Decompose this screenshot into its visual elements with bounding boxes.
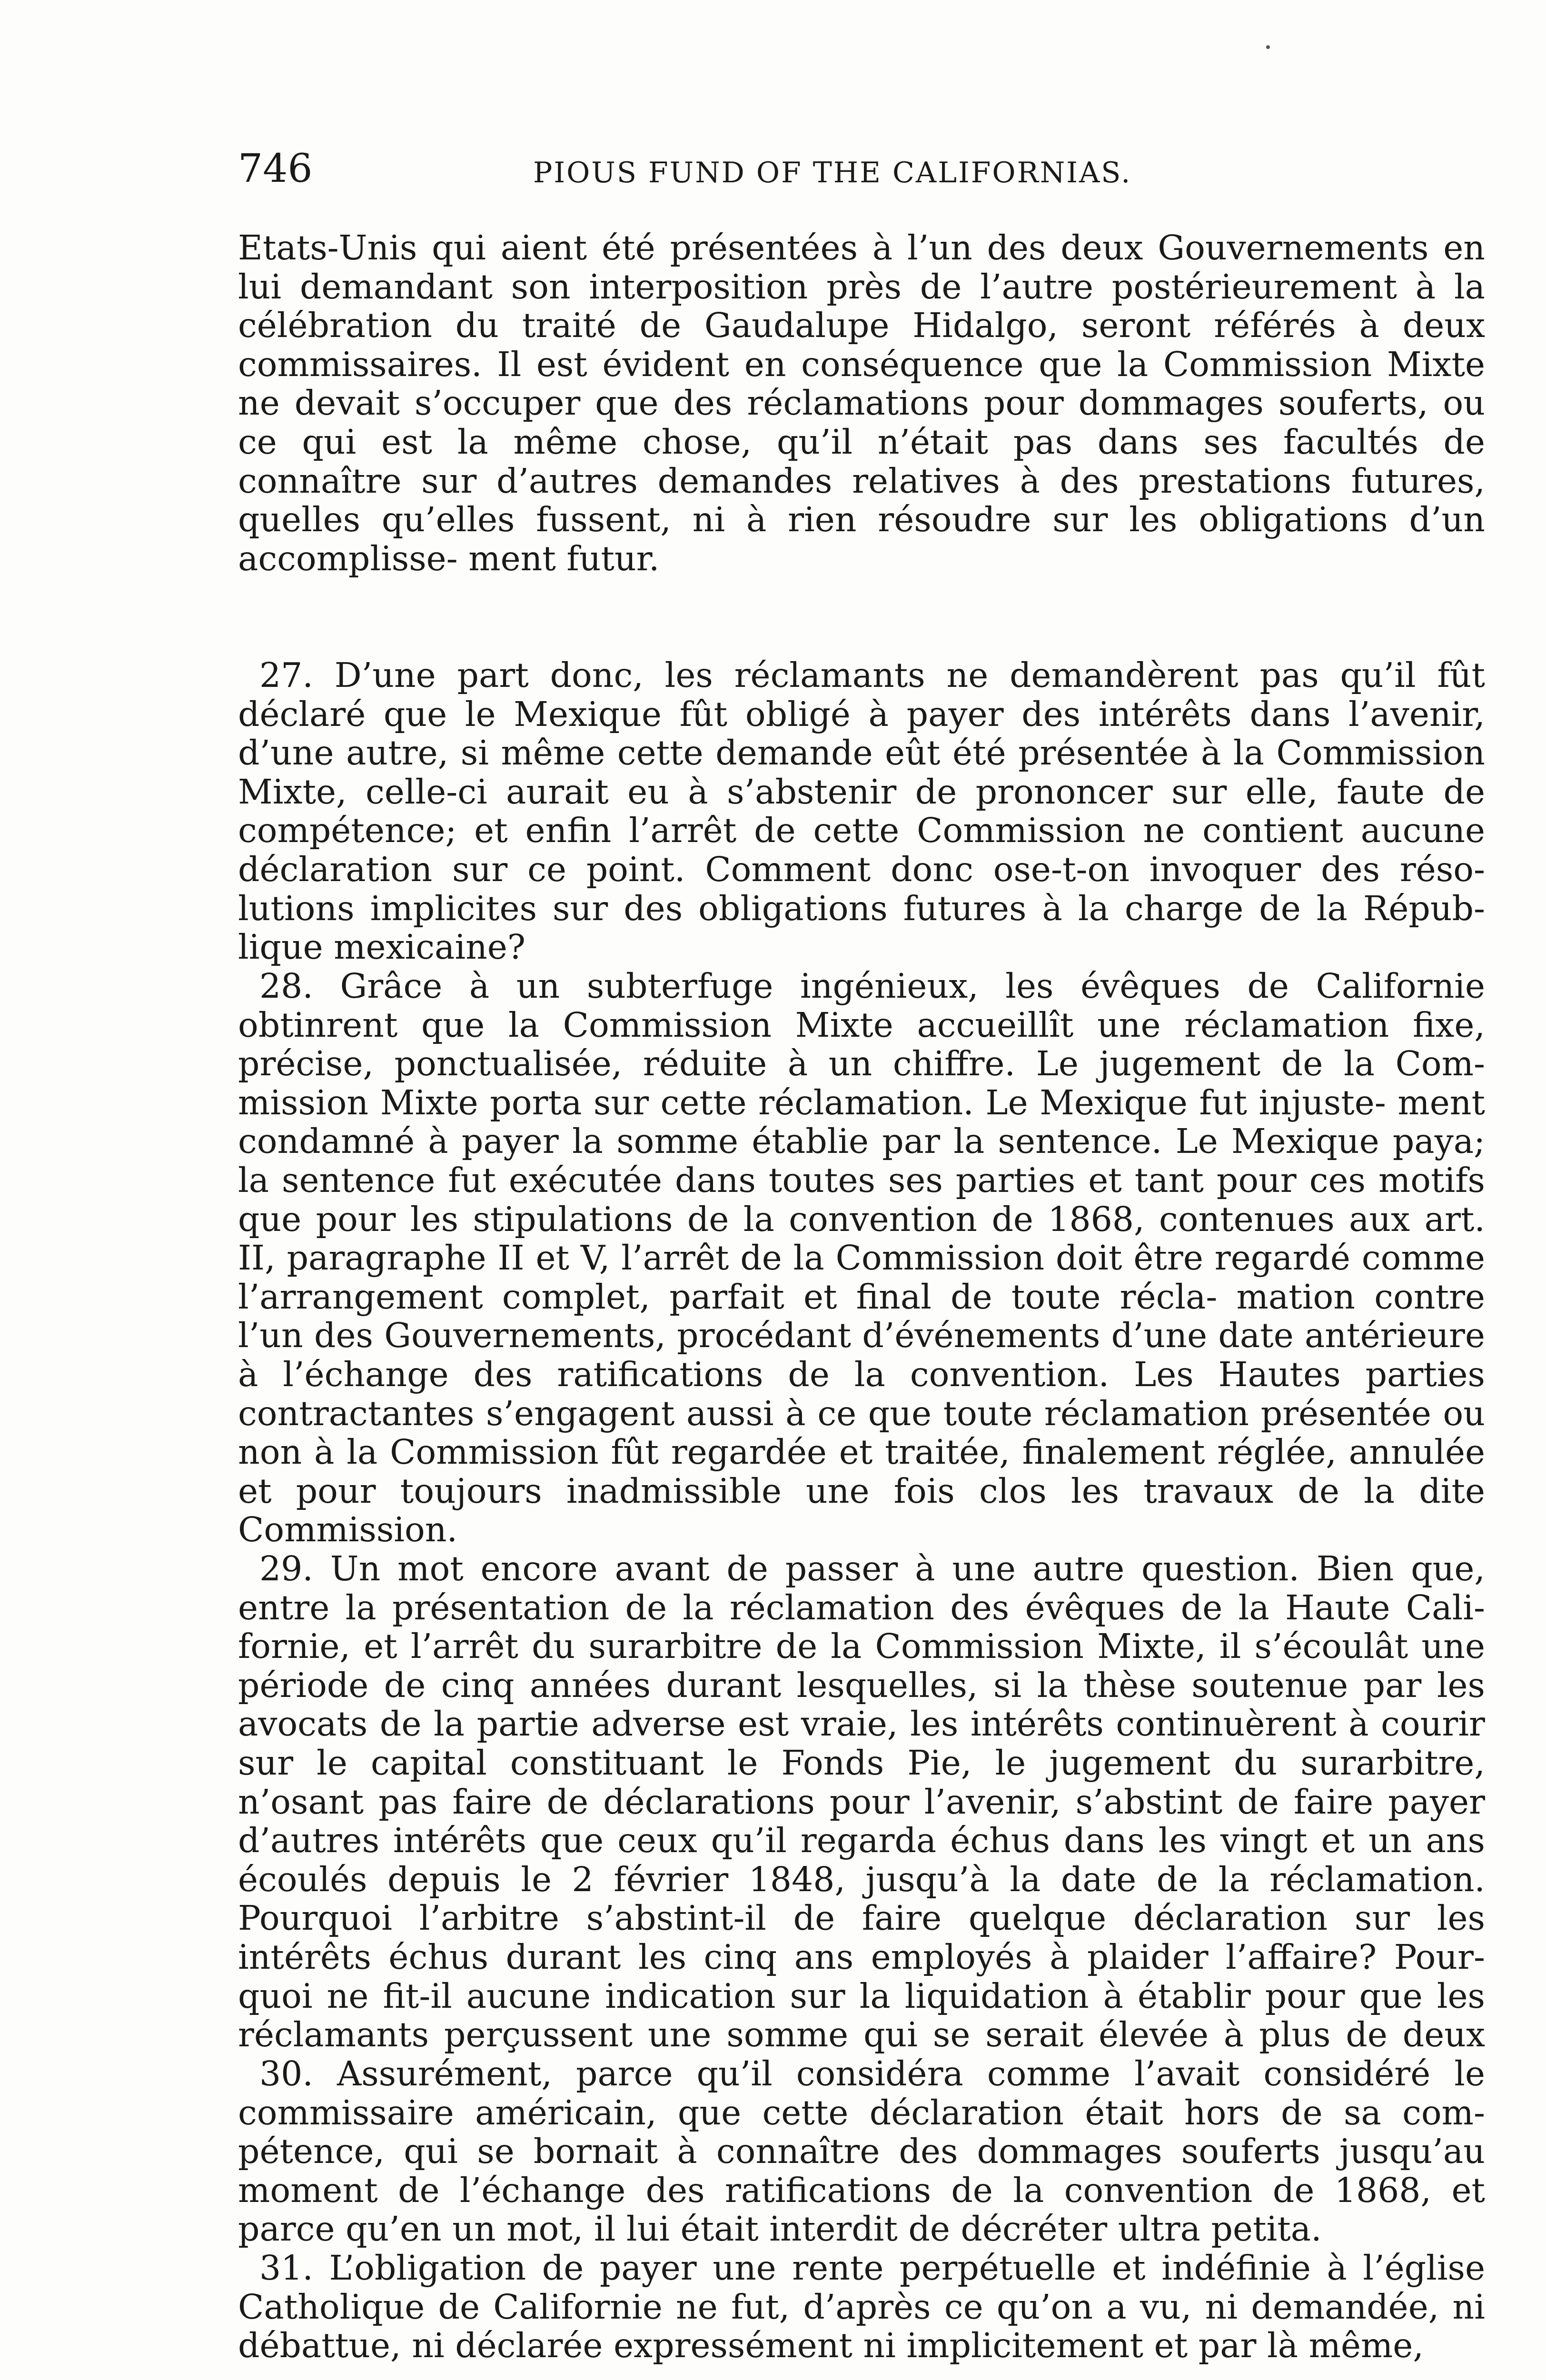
running-title: PIOUS FUND OF THE CALIFORNIAS.: [533, 156, 1132, 189]
paragraph-28: 28. Grâce à un subterfuge ingénieux, les évêques de Californie obtinrent que la Commission Mixte accueillît une réclamation fixe, précise, ponctualisée, réduite à un chiffre. Le jugement de la Com- mission Mixte porta sur cette réclamation. Le Mexique fut injuste- ment condamné à payer la somme établie par la sentence. Le Mexique paya; la sentence fut exécutée dans toutes ses parties et tant pour ces motifs que pour les stipulations de la convention de 1868, contenues aux art. II, paragraphe II et V, l’arrêt de la Commission doit être regardé comme l’arrangement complet, parfait et final de toute récla- mation contre l’un des Gouvernements, procédant d’événements d’une date antérieure à l’échange des ratifications de la convention. Les Hautes parties contractantes s’engagent aussi à ce que toute réclamation présentée ou non à la Commission fût regardée et traitée, finalement réglée, annulée et pour toujours inadmissible une fois clos les travaux de la dite Commission.: [238, 967, 1485, 1549]
paragraph-30: 30. Assurément, parce qu’il considéra comme l’avait considéré le commissaire américain, que cette déclaration était hors de sa com- pétence, qui se bornait à connaître des dommages souferts jusqu’au moment de l’échange des ratifications de la convention de 1868, et parce qu’en un mot, il lui était interdit de décréter ultra petita.: [238, 2054, 1485, 2249]
paragraph-29: 29. Un mot encore avant de passer à une autre question. Bien que, entre la présentation de la réclamation des évêques de la Haute Cali- fornie, et l’arrêt du surarbitre de la Commission Mixte, il s’écoulât une période de cinq années durant lesquelles, si la thèse soutenue par les avocats de la partie adverse est vraie, les intérêts continuèrent à courir sur le capital constituant le Fonds Pie, le jugement du surarbitre, n’osant pas faire de déclarations pour l’avenir, s’abstint de faire payer d’autres intérêts que ceux qu’il regarda échus dans les vingt et un ans écoulés depuis le 2 février 1848, jusqu’à la date de la réclamation. Pourquoi l’arbitre s’abstint-il de faire quelque déclaration sur les intérêts échus durant les cinq ans employés à plaider l’affaire? Pour- quoi ne fit-il aucune indication sur la liquidation à établir pour que les réclamants perçussent une somme qui se serait élevée à plus de deux: [238, 1549, 1485, 2054]
paragraph-continuation: Etats-Unis qui aient été présentées à l’un des deux Gouvernements en lui demandant son interposition près de l’autre postérieurement à la célébration du traité de Gaudalupe Hidalgo, seront référés à deux commissaires. Il est évident en conséquence que la Commission Mixte ne devait s’occuper que des réclamations pour dommages souferts, ou ce qui est la même chose, qu’il n’était pas dans ses facultés de connaître sur d’autres demandes relatives à des prestations futures, quelles qu’elles fussent, ni à rien résoudre sur les obligations d’un accomplisse- ment futur.: [238, 228, 1485, 578]
paragraph-27: 27. D’une part donc, les réclamants ne demandèrent pas qu’il fût déclaré que le Mexique fût obligé à payer des intérêts dans l’avenir, d’une autre, si même cette demande eût été présentée à la Commission Mixte, celle-ci aurait eu à s’abstenir de prononcer sur elle, faute de compétence; et enfin l’arrêt de cette Commission ne contient aucune déclaration sur ce point. Comment donc ose-t-on invoquer des réso- lutions implicites sur des obligations futures à la charge de la Répub- lique mexicaine?: [238, 656, 1485, 967]
paragraph-31: 31. L’obligation de payer une rente perpétuelle et indéfinie à l’église Catholique de Californie ne fut, d’après ce qu’on a vu, ni demandée, ni débattue, ni déclarée expressément ni implicitement et par là même,: [238, 2249, 1485, 2365]
page-header: [238, 143, 1485, 200]
ink-speck: [1266, 45, 1270, 49]
page-number: 746: [238, 146, 313, 191]
body-text: [238, 228, 1485, 2365]
